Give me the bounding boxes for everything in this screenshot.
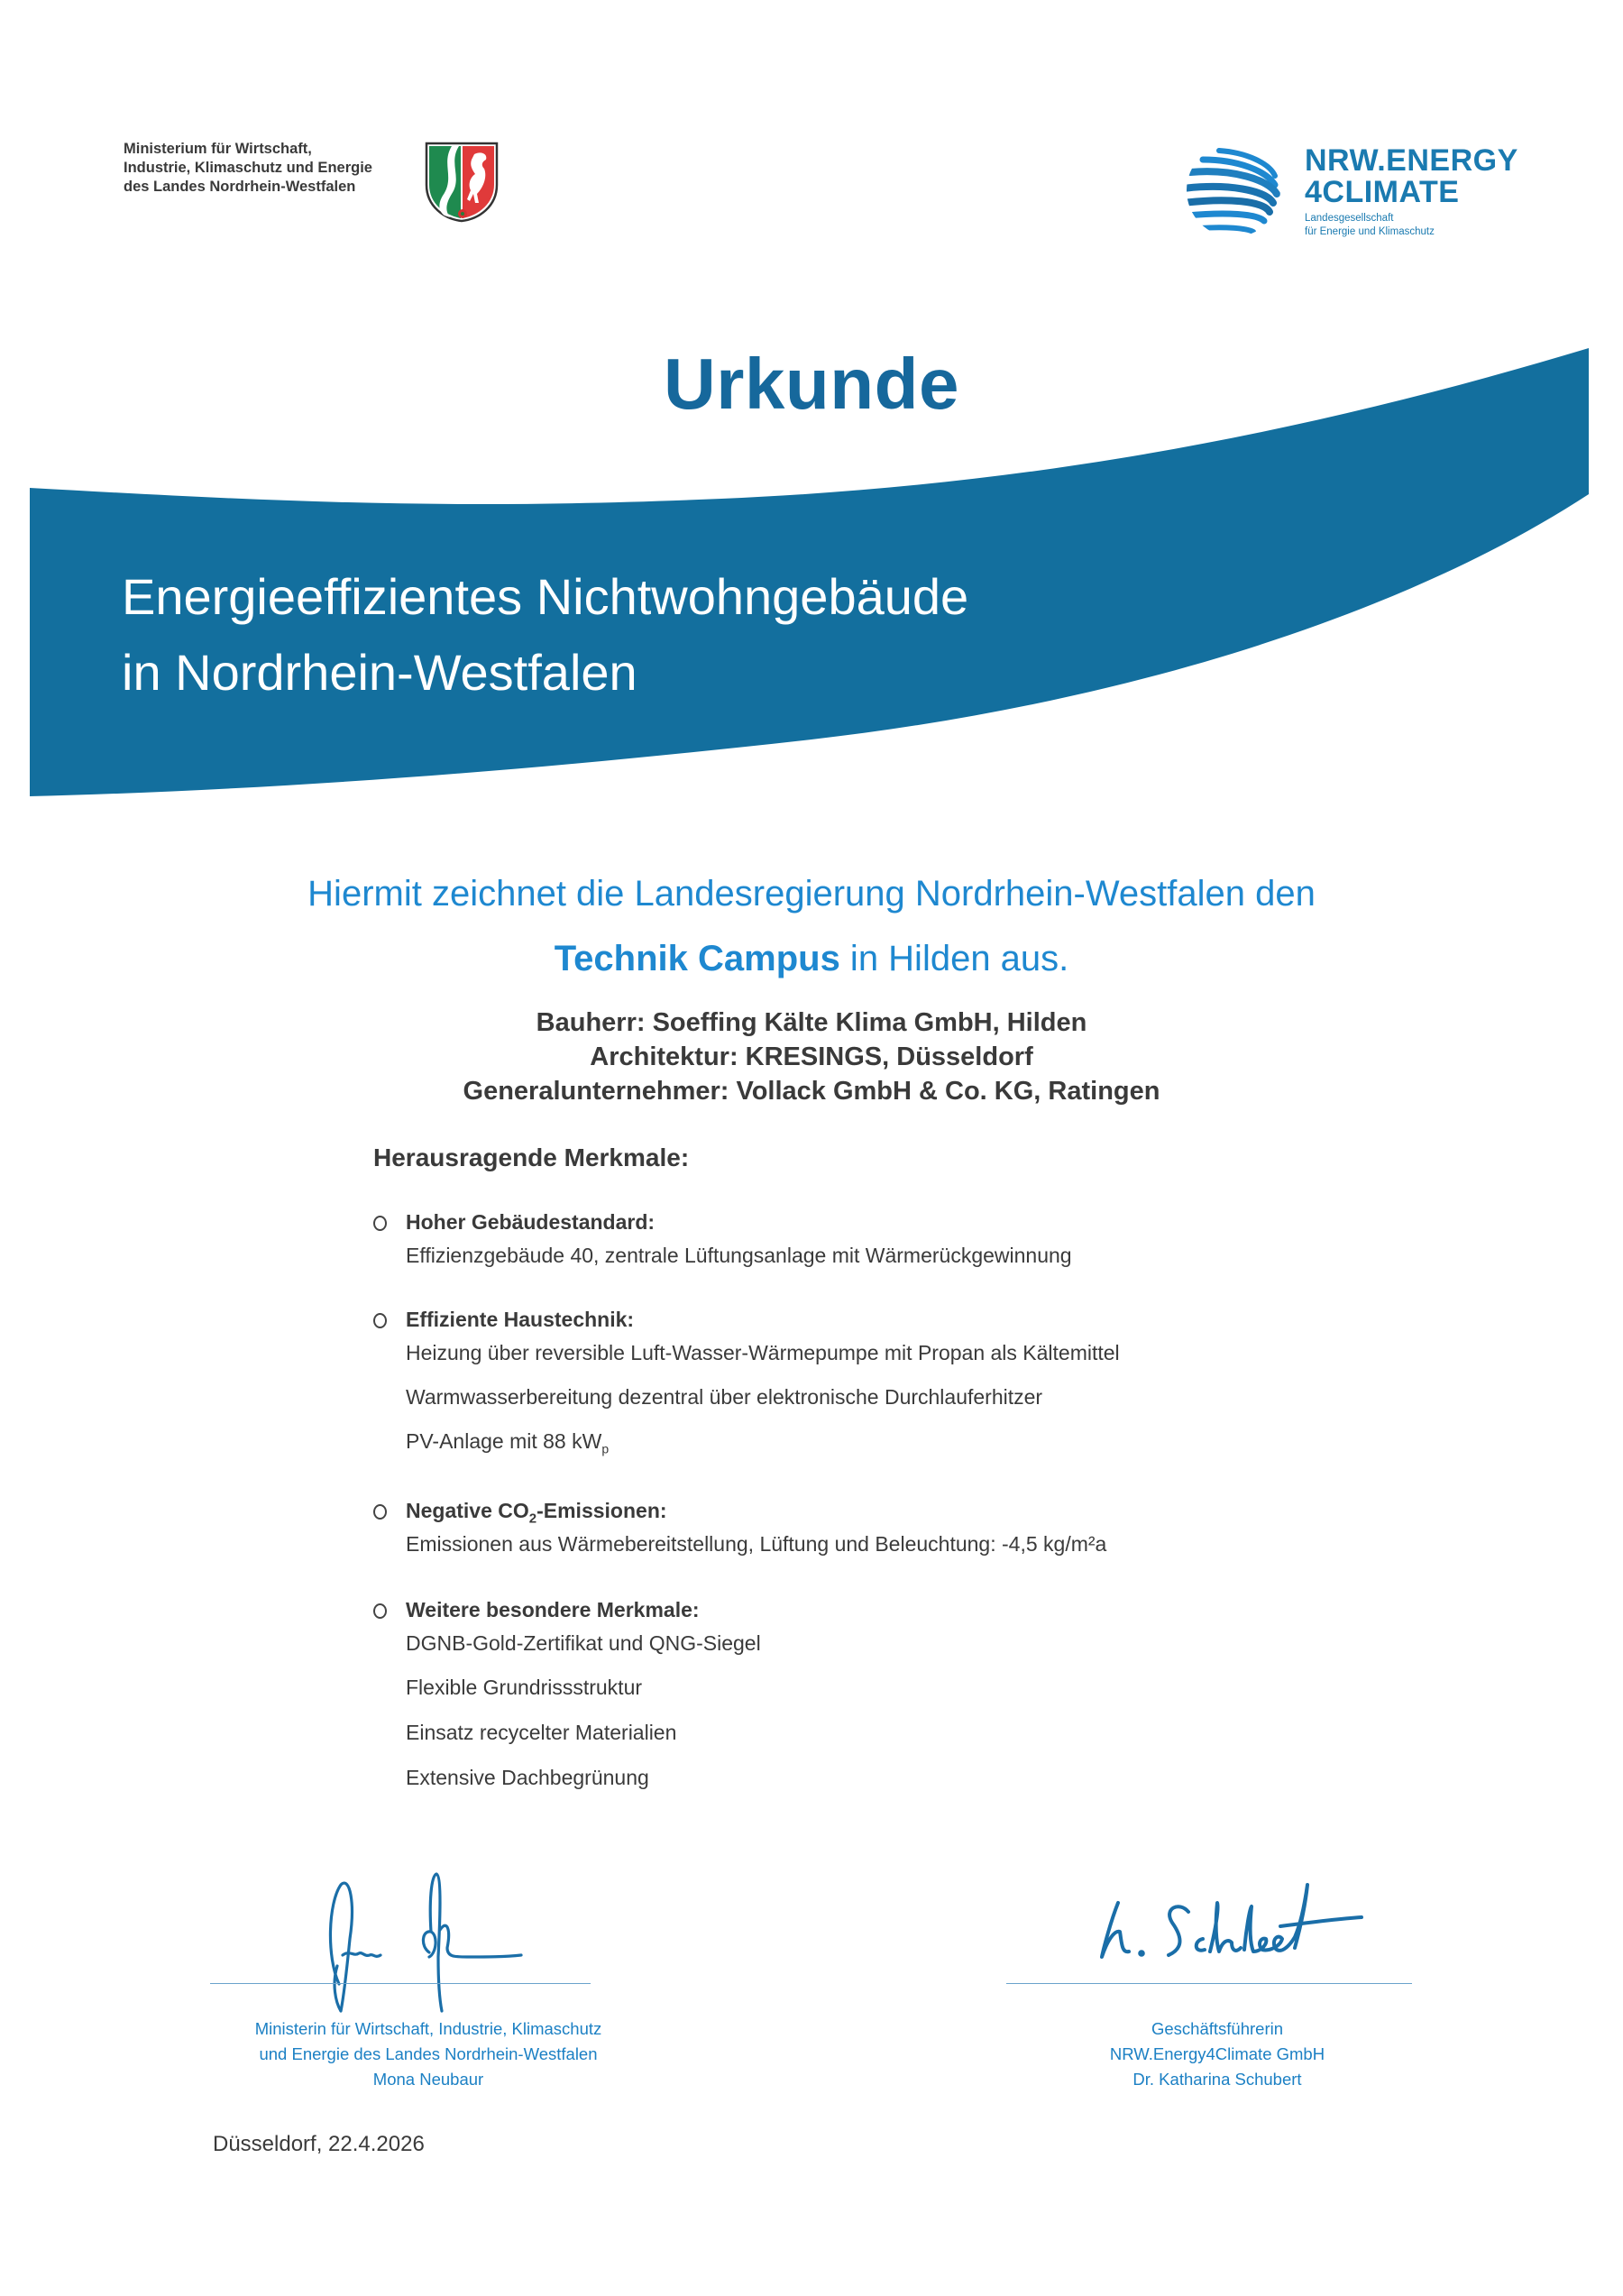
award-statement-line	[0, 926, 1623, 991]
feature-line: Einsatz recycelter Materialien	[406, 1721, 677, 1744]
party-line: Architektur: KRESINGS, Düsseldorf	[590, 1042, 1033, 1071]
signature-caption-right	[992, 2016, 1443, 2092]
ministry-line: Ministerium für Wirtschaft,	[124, 141, 312, 157]
feature-title-part: -Emissionen:	[536, 1499, 667, 1522]
band-heading	[122, 559, 968, 711]
feature-line: DGNB-Gold-Zertifikat und QNG-Siegel	[406, 1631, 761, 1655]
circle-bullet-icon	[373, 1216, 387, 1231]
band-heading-line: Energieeffizientes Nichtwohngebäude	[122, 568, 969, 625]
feature-line: Effizienzgebäude 40, zentrale Lüftungsanlage mit Wärmerückgewinnung	[406, 1244, 1072, 1267]
caption-line: Mona Neubaur	[372, 2070, 484, 2089]
caption-line: und Energie des Landes Nordrhein-Westfalen	[259, 2044, 598, 2063]
place-date: Düsseldorf, 22.4.2026	[213, 2132, 425, 2156]
party-line: Bauherr: Soeffing Kälte Klima GmbH, Hilden	[536, 1008, 1087, 1037]
caption-line: Ministerin für Wirtschaft, Industrie, Klimaschutz	[254, 2019, 602, 2038]
feature-line: Warmwasserbereitung dezentral über elektronische Durchlauferhitzer	[406, 1385, 1043, 1409]
project-name: Technik Campus	[554, 939, 840, 978]
logo-title-line: 4CLIMATE	[1305, 175, 1460, 209]
feature-line: Extensive Dachbegrünung	[406, 1766, 649, 1789]
pv-subscript: p	[601, 1441, 610, 1456]
signature-schubert	[1091, 1876, 1371, 1975]
feature-title-subscript: 2	[528, 1511, 537, 1527]
signature-line	[1006, 1983, 1412, 1984]
feature-title: Effiziente Haustechnik:	[406, 1308, 635, 1331]
feature-line: Flexible Grundrissstruktur	[406, 1676, 643, 1699]
title-band	[0, 0, 1623, 902]
party-line: Generalunternehmer: Vollack GmbH & Co. KG, Ratingen	[463, 1077, 1160, 1106]
signature-line	[210, 1983, 591, 1984]
feature-title	[406, 1497, 667, 1533]
award-statement-rest: in Hilden aus.	[839, 939, 1069, 978]
pv-text: PV-Anlage mit 88 kW	[406, 1429, 602, 1453]
feature-title-part: Negative CO	[406, 1499, 529, 1522]
band-heading-line: in Nordrhein-Westfalen	[122, 644, 637, 701]
feature-line	[406, 1428, 609, 1463]
ministry-line: Industrie, Klimaschutz und Energie	[124, 160, 372, 176]
feature-title: Weitere besondere Merkmale:	[406, 1598, 700, 1621]
circle-bullet-icon	[373, 1504, 387, 1520]
project-parties	[0, 1006, 1623, 1108]
caption-line: Dr. Katharina Schubert	[1132, 2070, 1302, 2089]
circle-bullet-icon	[373, 1603, 387, 1619]
signature-caption-left	[180, 2016, 676, 2092]
signature-neubaur	[307, 1867, 541, 2020]
ministry-line: des Landes Nordrhein-Westfalen	[124, 179, 356, 195]
award-statement	[0, 861, 1623, 991]
feature-line: Heizung über reversible Luft-Wasser-Wärmepumpe mit Propan als Kältemittel	[406, 1341, 1120, 1364]
feature-title: Hoher Gebäudestandard:	[406, 1210, 656, 1234]
circle-bullet-icon	[373, 1313, 387, 1328]
certificate-title: Urkunde	[664, 344, 959, 424]
logo-title-line: NRW.ENERGY	[1305, 143, 1518, 178]
feature-line: Emissionen aus Wärmebereitstellung, Lüftung und Beleuchtung: -4,5 kg/m²a	[406, 1532, 1107, 1556]
caption-line: NRW.Energy4Climate GmbH	[1109, 2044, 1325, 2063]
caption-line: Geschäftsführerin	[1151, 2019, 1283, 2038]
award-statement-line: Hiermit zeichnet die Landesregierung Nordrhein-Westfalen den	[307, 874, 1316, 914]
features-heading: Herausragende Merkmale:	[373, 1143, 690, 1171]
logo-subtitle-line: für Energie und Klimaschutz	[1305, 226, 1435, 237]
logo-subtitle-line: Landesgesellschaft	[1305, 213, 1394, 224]
